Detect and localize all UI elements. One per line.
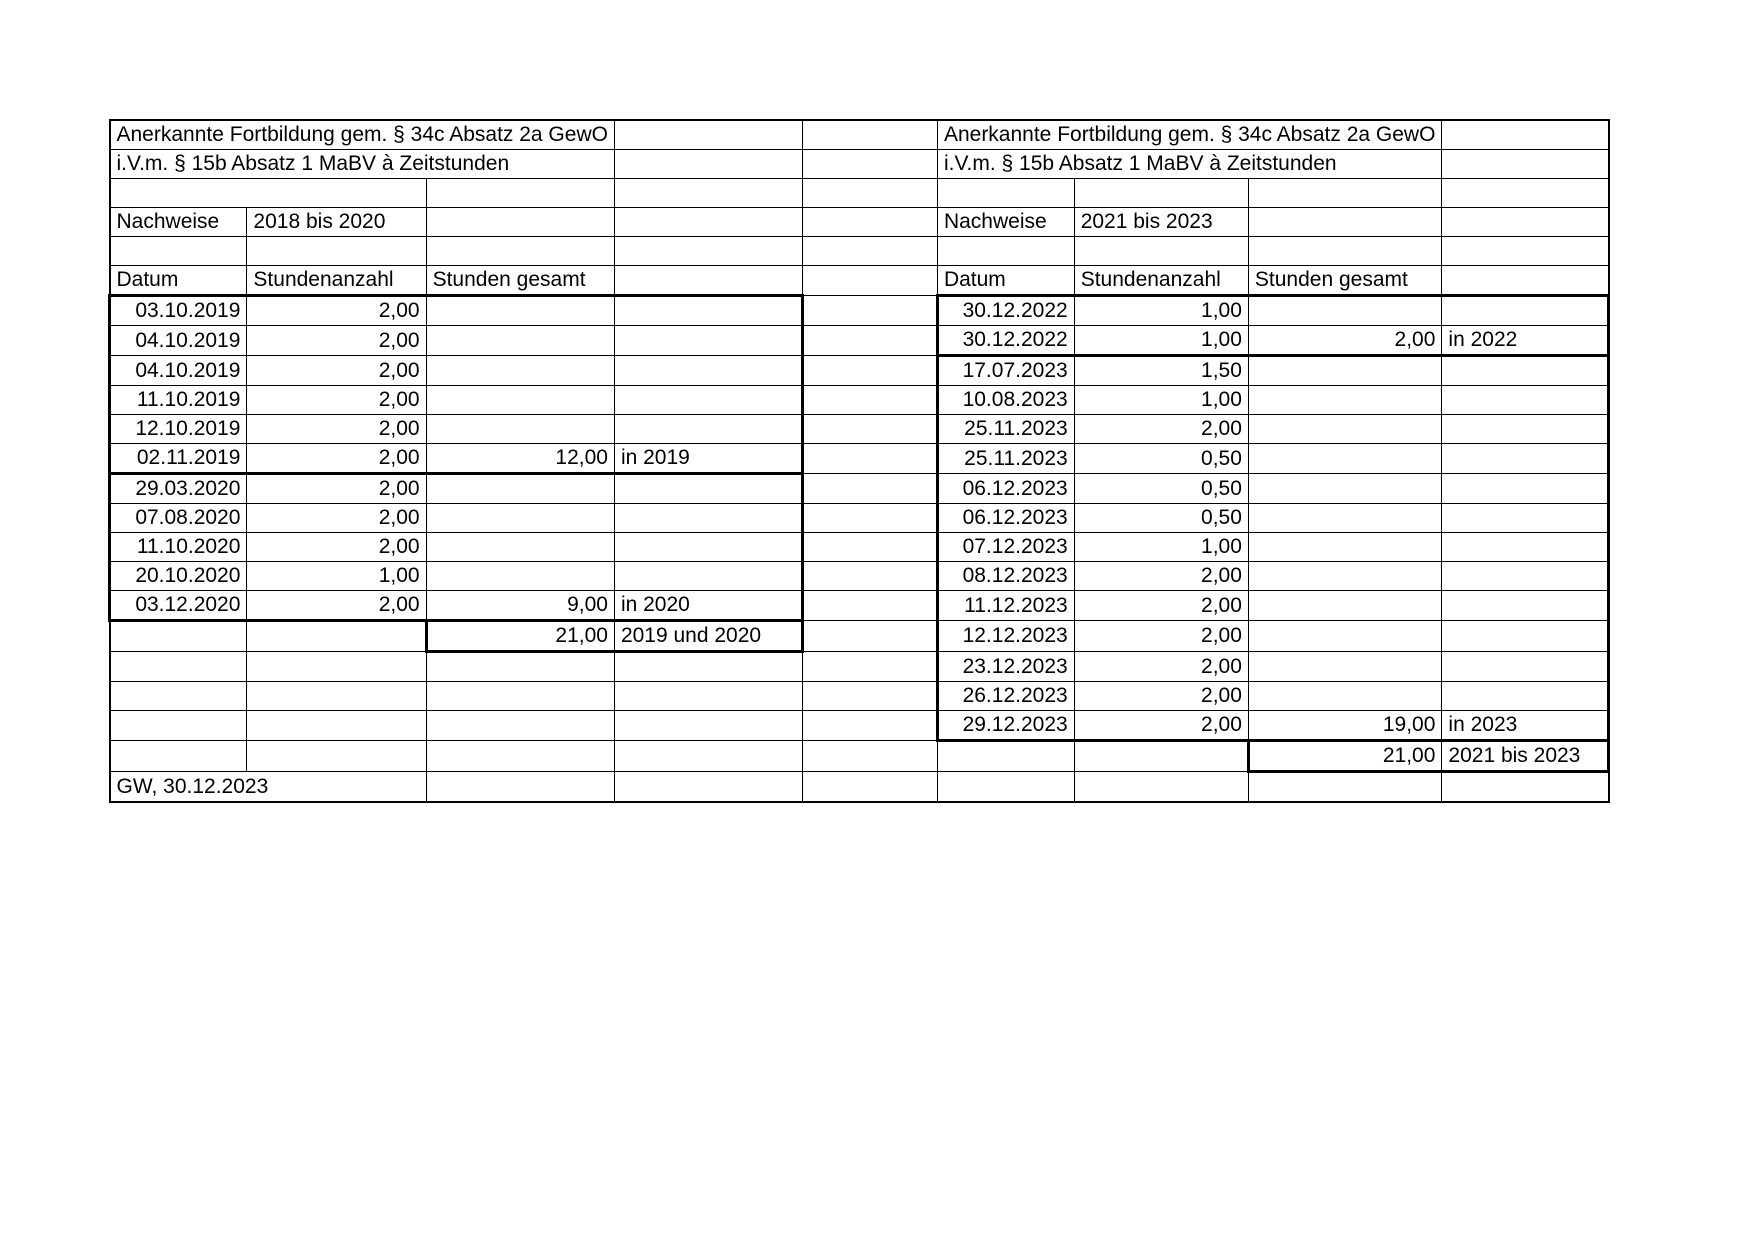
right-grand-total: 21,00	[1248, 741, 1442, 772]
table-row: 03.12.2020 2,00 9,00 in 2020 11.12.2023 2,00	[110, 591, 1609, 621]
left-nachweise-label: Nachweise	[110, 208, 247, 237]
table-row: 21,00 2019 und 2020 12.12.2023 2,00	[110, 621, 1609, 652]
left-period: 2018 bis 2020	[247, 208, 426, 237]
title-row-1	[110, 120, 1609, 150]
table-row: 20.10.2020 1,00 08.12.2023 2,00	[110, 562, 1609, 591]
right-grand-total-label: 2021 bis 2023	[1442, 741, 1609, 772]
left-grand-total: 21,00	[426, 621, 614, 652]
left-title-line2: i.V.m. § 15b Absatz 1 MaBV à Zeitstunden	[110, 150, 615, 179]
right-period: 2021 bis 2023	[1074, 208, 1248, 237]
table-row: 07.08.2020 2,00 06.12.2023 0,50	[110, 504, 1609, 533]
right-header-total: Stunden gesamt	[1248, 266, 1442, 296]
title-row-2	[110, 150, 1609, 179]
empty-row	[110, 237, 1609, 266]
table-row: 29.12.2023 2,00 19,00 in 2023	[110, 711, 1609, 741]
table-row: 04.10.2019 2,00 30.12.2022 1,00 2,00 in 2022	[110, 326, 1609, 356]
table-row: 03.10.2019 2,00 30.12.2022 1,00	[110, 296, 1609, 326]
footer-row	[110, 772, 1609, 803]
right-title-line2: i.V.m. § 15b Absatz 1 MaBV à Zeitstunden	[937, 150, 1441, 179]
right-header-date: Datum	[937, 266, 1074, 296]
table-row: 11.10.2019 2,00 10.08.2023 1,00	[110, 386, 1609, 415]
nachweise-row	[110, 208, 1609, 237]
table-row	[110, 741, 1609, 772]
table-row: 29.03.2020 2,00 06.12.2023 0,50	[110, 474, 1609, 504]
empty-row	[110, 179, 1609, 208]
left-header-hours: Stundenanzahl	[247, 266, 426, 296]
right-nachweise-label: Nachweise	[937, 208, 1074, 237]
left-grand-total-label: 2019 und 2020	[614, 621, 802, 652]
right-title-line1: Anerkannte Fortbildung gem. § 34c Absatz 2a GewO	[937, 120, 1441, 150]
spreadsheet	[108, 119, 1610, 803]
left-header-total: Stunden gesamt	[426, 266, 614, 296]
table-row: 23.12.2023 2,00	[110, 652, 1609, 682]
training-hours-table	[108, 119, 1610, 803]
table-row: 02.11.2019 2,00 12,00 in 2019 25.11.2023 0,50	[110, 444, 1609, 474]
table-row: 04.10.2019 2,00 17.07.2023 1,50	[110, 356, 1609, 386]
table-row: 12.10.2019 2,00 25.11.2023 2,00	[110, 415, 1609, 444]
header-row	[110, 266, 1609, 296]
left-header-date: Datum	[110, 266, 247, 296]
table-row: 11.10.2020 2,00 07.12.2023 1,00	[110, 533, 1609, 562]
right-header-hours: Stundenanzahl	[1074, 266, 1248, 296]
footer-signature: GW, 30.12.2023	[110, 772, 427, 803]
table-row: 26.12.2023 2,00	[110, 682, 1609, 711]
left-title-line1: Anerkannte Fortbildung gem. § 34c Absatz 2a GewO	[110, 120, 615, 150]
